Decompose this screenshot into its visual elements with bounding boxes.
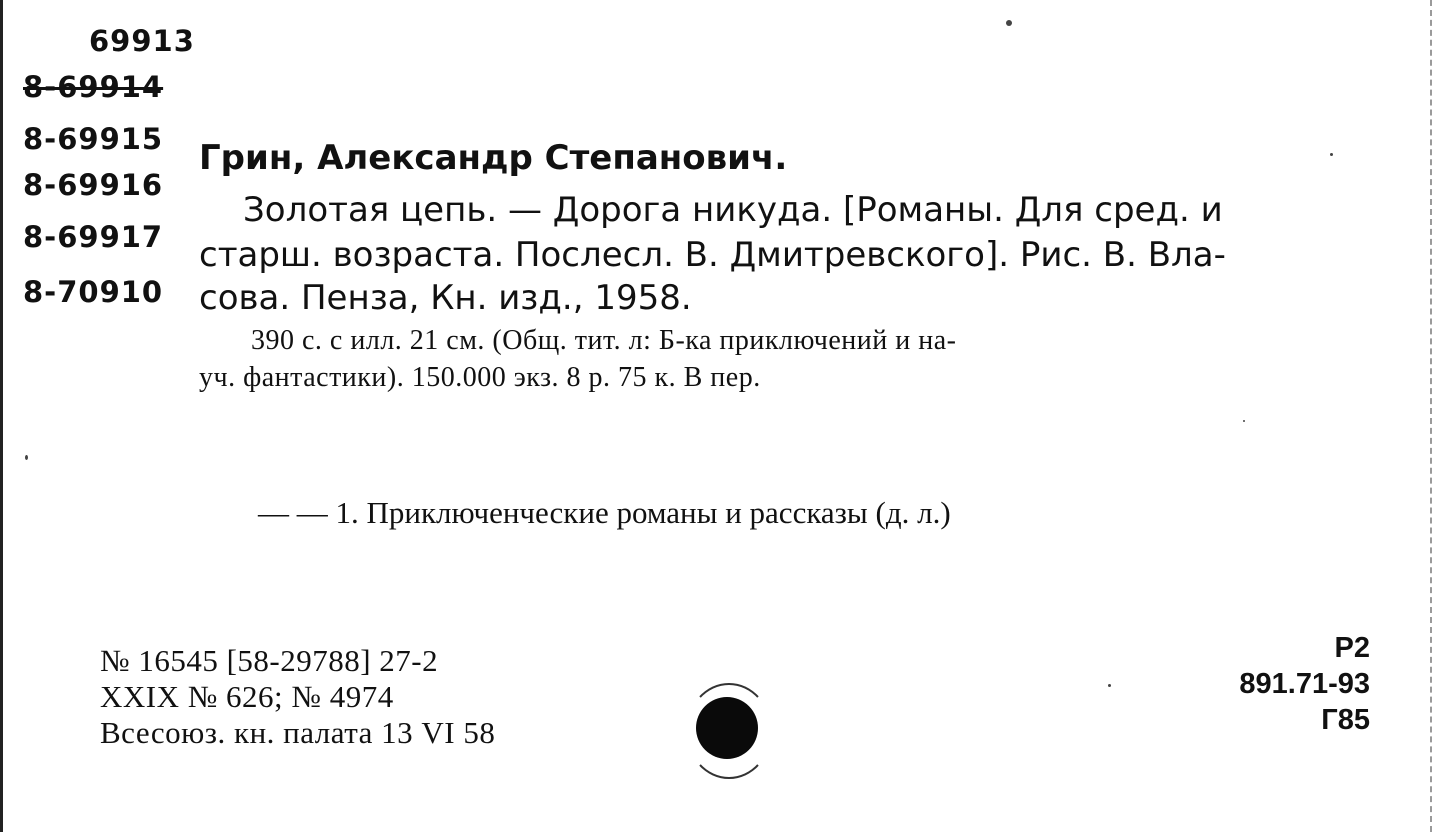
inventory-number: 8-69917	[23, 220, 164, 254]
author-heading: Грин, Александр Степанович.	[199, 138, 788, 178]
inventory-number: 8-70910	[23, 275, 164, 309]
author-mark: Г85	[1321, 704, 1370, 736]
imprint-line: сова. Пенза, Кн. изд., 1958.	[199, 278, 692, 318]
scan-speck	[1006, 20, 1012, 26]
registration-line: № 16545 [58-29788] 27-2	[100, 643, 439, 678]
physical-description: уч. фантастики). 150.000 экз. 8 р. 75 к. В пер.	[199, 362, 761, 393]
punch-hole	[696, 697, 758, 759]
scan-speck	[1330, 153, 1333, 156]
scan-speck	[1243, 420, 1245, 422]
scan-speck	[25, 455, 28, 460]
subject-heading: — — 1. Приключенческие романы и рассказы (д. л.)	[258, 495, 951, 530]
inventory-number: 8-69915	[23, 122, 164, 156]
classification-code: 891.71-93	[1239, 668, 1370, 700]
scan-speck	[1108, 684, 1111, 687]
inventory-number: 8-69916	[23, 168, 164, 202]
registration-line: Всесоюз. кн. палата 13 VI 58	[100, 715, 496, 750]
inventory-number-struck: 8-69914	[23, 70, 164, 104]
classification-code: Р2	[1334, 632, 1370, 664]
title-line: старш. возраста. Послесл. В. Дмитревского]. Рис. В. Вла-	[199, 235, 1226, 275]
inventory-number: 69913	[89, 24, 195, 58]
title-line: Золотая цепь. — Дорога никуда. [Романы. Для сред. и	[243, 190, 1223, 230]
registration-line: XXIX № 626; № 4974	[100, 679, 394, 714]
physical-description: 390 с. с илл. 21 см. (Общ. тит. л: Б-ка приключений и на-	[251, 325, 957, 356]
